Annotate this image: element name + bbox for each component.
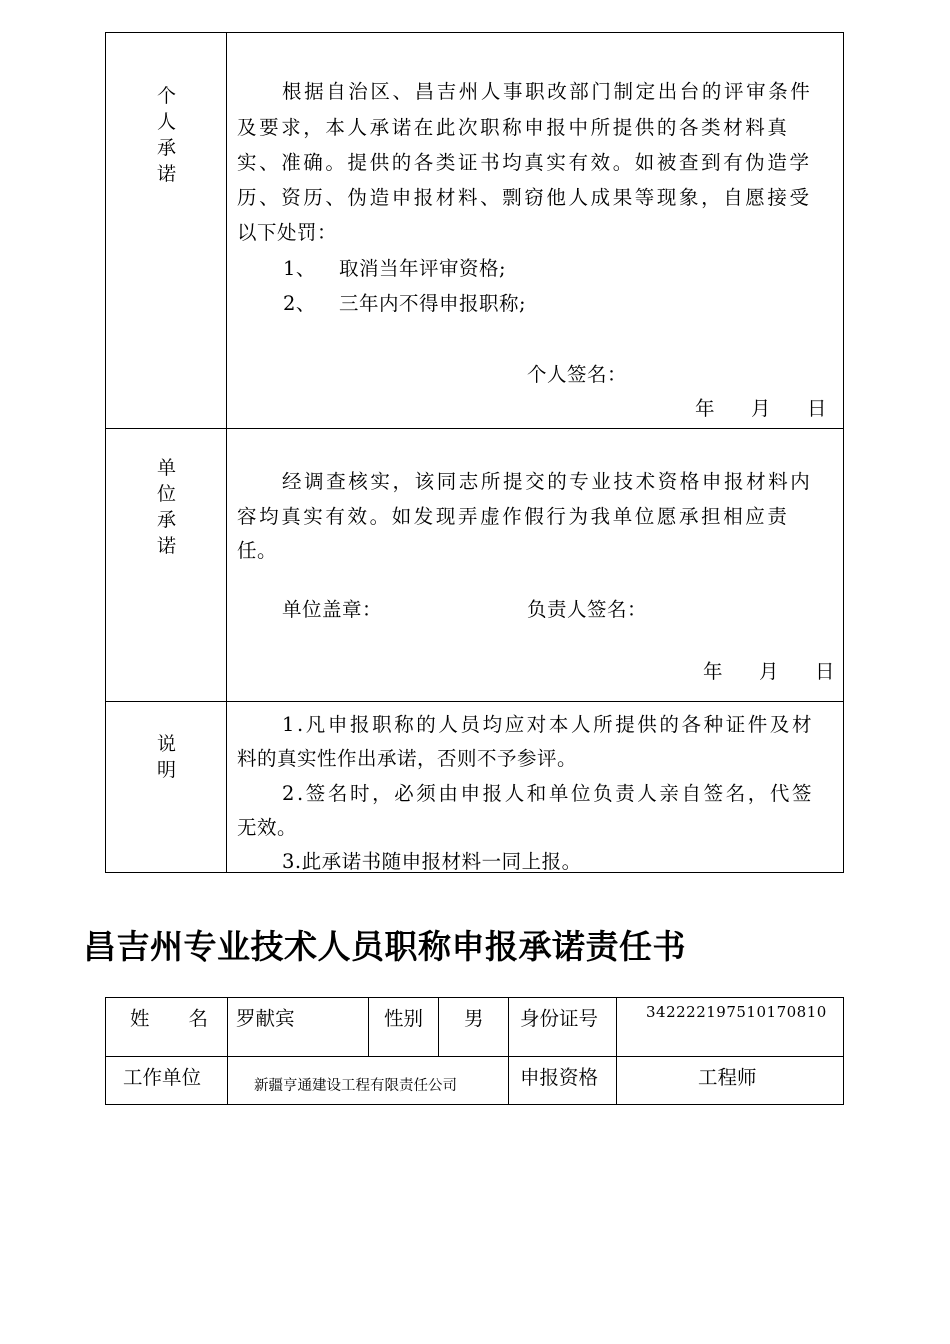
paragraph-line: 根据自治区、昌吉州人事职改部门制定出台的评审条件 [282, 80, 813, 103]
note-line: 料的真实性作出承诺，否则不予参评。 [237, 747, 578, 770]
date-day: 日 [807, 397, 828, 420]
unit-commitment-row [106, 429, 843, 702]
qualification-label: 申报资格 [520, 1066, 599, 1089]
column-divider [227, 998, 228, 1104]
label-char: 单 [156, 457, 176, 479]
label-char: 位 [156, 483, 176, 505]
employer-value: 新疆亨通建设工程有限责任公司 [254, 1078, 457, 1094]
notes-content [227, 702, 843, 872]
name-label: 姓 名 [130, 1007, 209, 1030]
personal-commitment-row [106, 33, 843, 429]
unit-leader-signature-label: 负责人签名： [527, 598, 648, 621]
personal-commitment-content [227, 33, 843, 428]
column-divider [438, 998, 439, 1056]
gender-label: 性别 [384, 1007, 424, 1030]
document-title: 昌吉州专业技术人员职称申报承诺责任书 [83, 927, 686, 966]
note-line: 2.签名时，必须由申报人和单位负责人亲自签名，代签 [282, 782, 815, 805]
penalty-number: 1、 [283, 257, 316, 280]
employer-label: 工作单位 [123, 1066, 202, 1089]
id-number-label: 身份证号 [520, 1007, 599, 1030]
column-divider [508, 998, 509, 1104]
date-month: 月 [759, 660, 780, 683]
paragraph-line: 及要求，本人承诺在此次职称申报中所提供的各类材料真 [237, 116, 790, 139]
paragraph-line: 历、资历、伪造申报材料、剽窃他人成果等现象，自愿接受 [237, 186, 812, 209]
column-divider [368, 998, 369, 1056]
qualification-value: 工程师 [698, 1066, 757, 1089]
label-char: 明 [156, 759, 176, 781]
notes-row [106, 702, 843, 872]
penalty-text: 取消当年评审资格; [339, 257, 507, 280]
label-char: 承 [156, 509, 176, 531]
note-line: 3.此承诺书随申报材料一同上报。 [282, 850, 582, 873]
label-char: 诺 [156, 535, 176, 557]
notes-label [106, 731, 227, 783]
label-char: 人 [156, 111, 176, 133]
date-year: 年 [695, 397, 716, 420]
paragraph-line: 经调查核实，该同志所提交的专业技术资格申报材料内 [282, 470, 813, 493]
notes-label-cell [106, 702, 227, 872]
applicant-info-table [105, 997, 844, 1105]
date-day: 日 [815, 660, 836, 683]
paragraph-line: 容均真实有效。如发现弄虚作假行为我单位愿承担相应责 [237, 505, 790, 528]
note-line: 无效。 [237, 816, 298, 839]
gender-value: 男 [464, 1007, 484, 1030]
unit-commitment-label [106, 455, 227, 559]
unit-commitment-label-cell [106, 429, 227, 701]
date-month: 月 [751, 397, 772, 420]
label-char: 承 [156, 137, 176, 159]
personal-commitment-label-cell [106, 33, 227, 428]
label-char: 诺 [156, 163, 176, 185]
penalty-number: 2、 [283, 292, 316, 315]
paragraph-line: 任。 [237, 539, 278, 562]
unit-commitment-content [227, 429, 843, 701]
penalty-text: 三年内不得申报职称; [339, 292, 527, 315]
unit-seal-label: 单位盖章： [282, 598, 383, 621]
commitment-table [105, 32, 844, 873]
id-number-value: 342222197510170810 [646, 1003, 827, 1021]
paragraph-line: 实、准确。提供的各类证书均真实有效。如被查到有伪造学 [237, 151, 812, 174]
column-divider [616, 998, 617, 1104]
name-value: 罗献宾 [236, 1007, 295, 1030]
date-year: 年 [703, 660, 724, 683]
personal-commitment-label [106, 83, 227, 187]
label-char: 说 [156, 733, 176, 755]
row-divider [106, 1056, 843, 1057]
paragraph-line: 以下处罚： [237, 221, 338, 244]
note-line: 1.凡申报职称的人员均应对本人所提供的各种证件及材 [282, 713, 815, 736]
personal-signature-label: 个人签名： [527, 363, 628, 386]
label-char: 个 [156, 85, 176, 107]
